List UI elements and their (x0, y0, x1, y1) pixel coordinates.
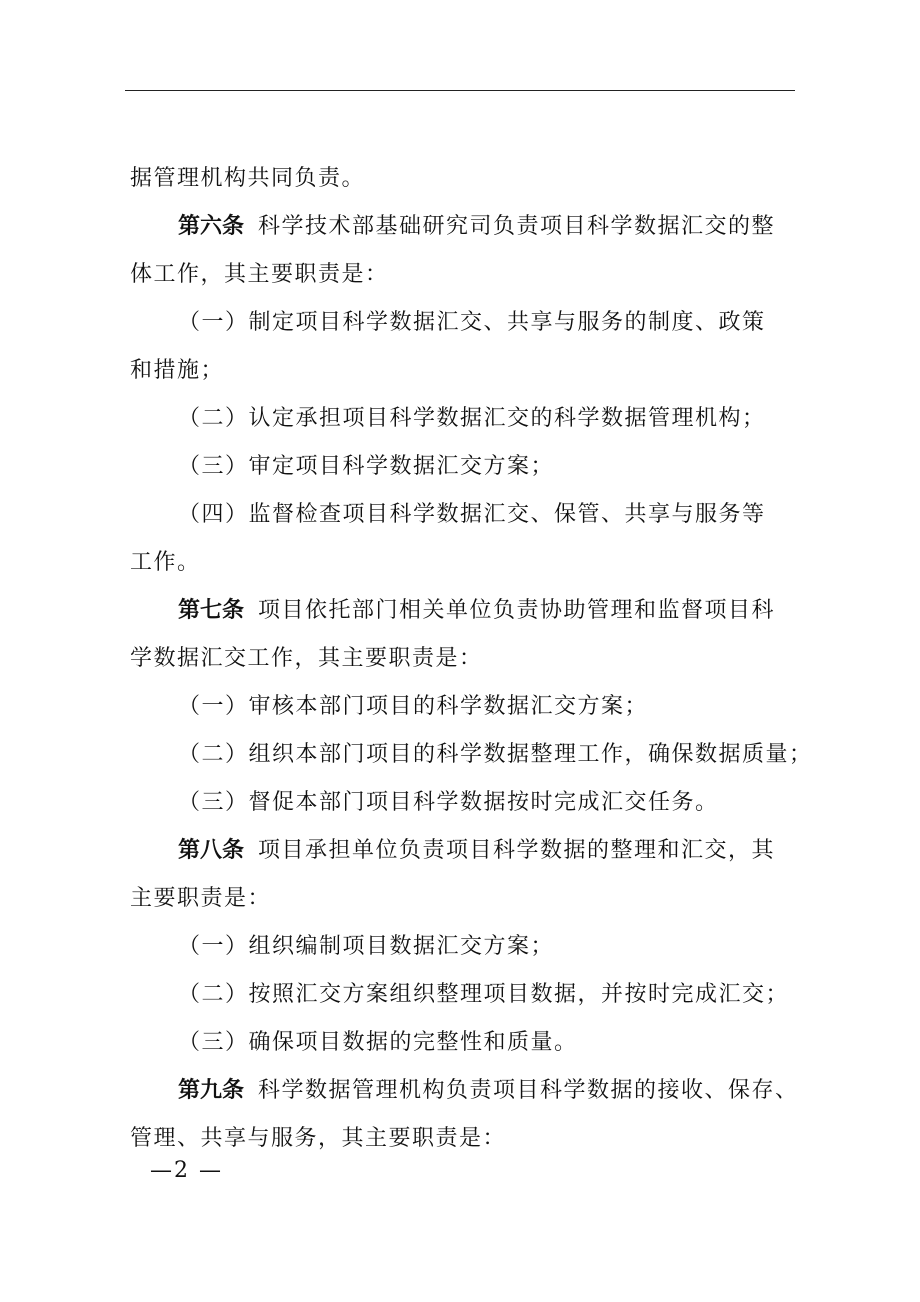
text-line (130, 347, 798, 395)
text-line (130, 1115, 798, 1163)
line-text: （二）认定承担项目科学数据汇交的科学数据管理机构； (178, 406, 766, 431)
line-text: （三）督促本部门项目科学数据按时完成汇交任务。 (178, 790, 719, 815)
text-line (130, 299, 798, 347)
line-text: 和措施； (130, 358, 225, 383)
text-line (130, 491, 798, 539)
line-text: 工作。 (130, 550, 201, 575)
line-text: （二）组织本部门项目的科学数据整理工作，确保数据质量； (178, 742, 813, 767)
article-number: 第七条 (178, 598, 245, 623)
text-line (130, 539, 798, 587)
line-text: （一）审核本部门项目的科学数据汇交方案； (178, 694, 649, 719)
line-text: 主要职责是： (130, 886, 272, 911)
text-line (130, 1067, 798, 1115)
page-number: —2 — (150, 1158, 223, 1183)
text-line (130, 1019, 798, 1067)
line-text: 据管理机构共同负责。 (130, 166, 366, 191)
line-text: （四）监督检查项目科学数据汇交、保管、共享与服务等 (178, 502, 766, 527)
line-text: 管理、共享与服务，其主要职责是： (130, 1126, 507, 1151)
document-body (130, 155, 813, 1163)
line-text: （三）确保项目数据的完整性和质量。 (178, 1030, 578, 1055)
line-text: （一）制定项目科学数据汇交、共享与服务的制度、政策 (178, 310, 766, 335)
line-text: 学数据汇交工作，其主要职责是： (130, 646, 483, 671)
text-line (130, 875, 798, 923)
text-line (130, 443, 798, 491)
article-number: 第六条 (178, 214, 245, 239)
article-number: 第九条 (178, 1078, 245, 1103)
line-text: （一）组织编制项目数据汇交方案； (178, 934, 555, 959)
line-text: 科学数据管理机构负责项目科学数据的接收、保存、 (258, 1078, 799, 1103)
header-rule (125, 90, 795, 91)
text-line (130, 587, 798, 635)
line-text: 科学技术部基础研究司负责项目科学数据汇交的整 (258, 214, 776, 239)
text-line (130, 251, 798, 299)
line-text: 项目依托部门相关单位负责协助管理和监督项目科 (258, 598, 776, 623)
article-number: 第八条 (178, 838, 245, 863)
line-text: （二）按照汇交方案组织整理项目数据，并按时完成汇交； (178, 982, 790, 1007)
text-line (130, 203, 798, 251)
text-line (130, 395, 798, 443)
text-line (130, 155, 798, 203)
line-text: 项目承担单位负责项目科学数据的整理和汇交，其 (258, 838, 776, 863)
text-line (130, 683, 798, 731)
text-line (130, 635, 798, 683)
line-text: （三）审定项目科学数据汇交方案； (178, 454, 555, 479)
line-text: 体工作，其主要职责是： (130, 262, 389, 287)
text-line (130, 779, 798, 827)
text-line (130, 923, 798, 971)
text-line (130, 971, 798, 1019)
text-line (130, 731, 813, 779)
text-line (130, 827, 798, 875)
